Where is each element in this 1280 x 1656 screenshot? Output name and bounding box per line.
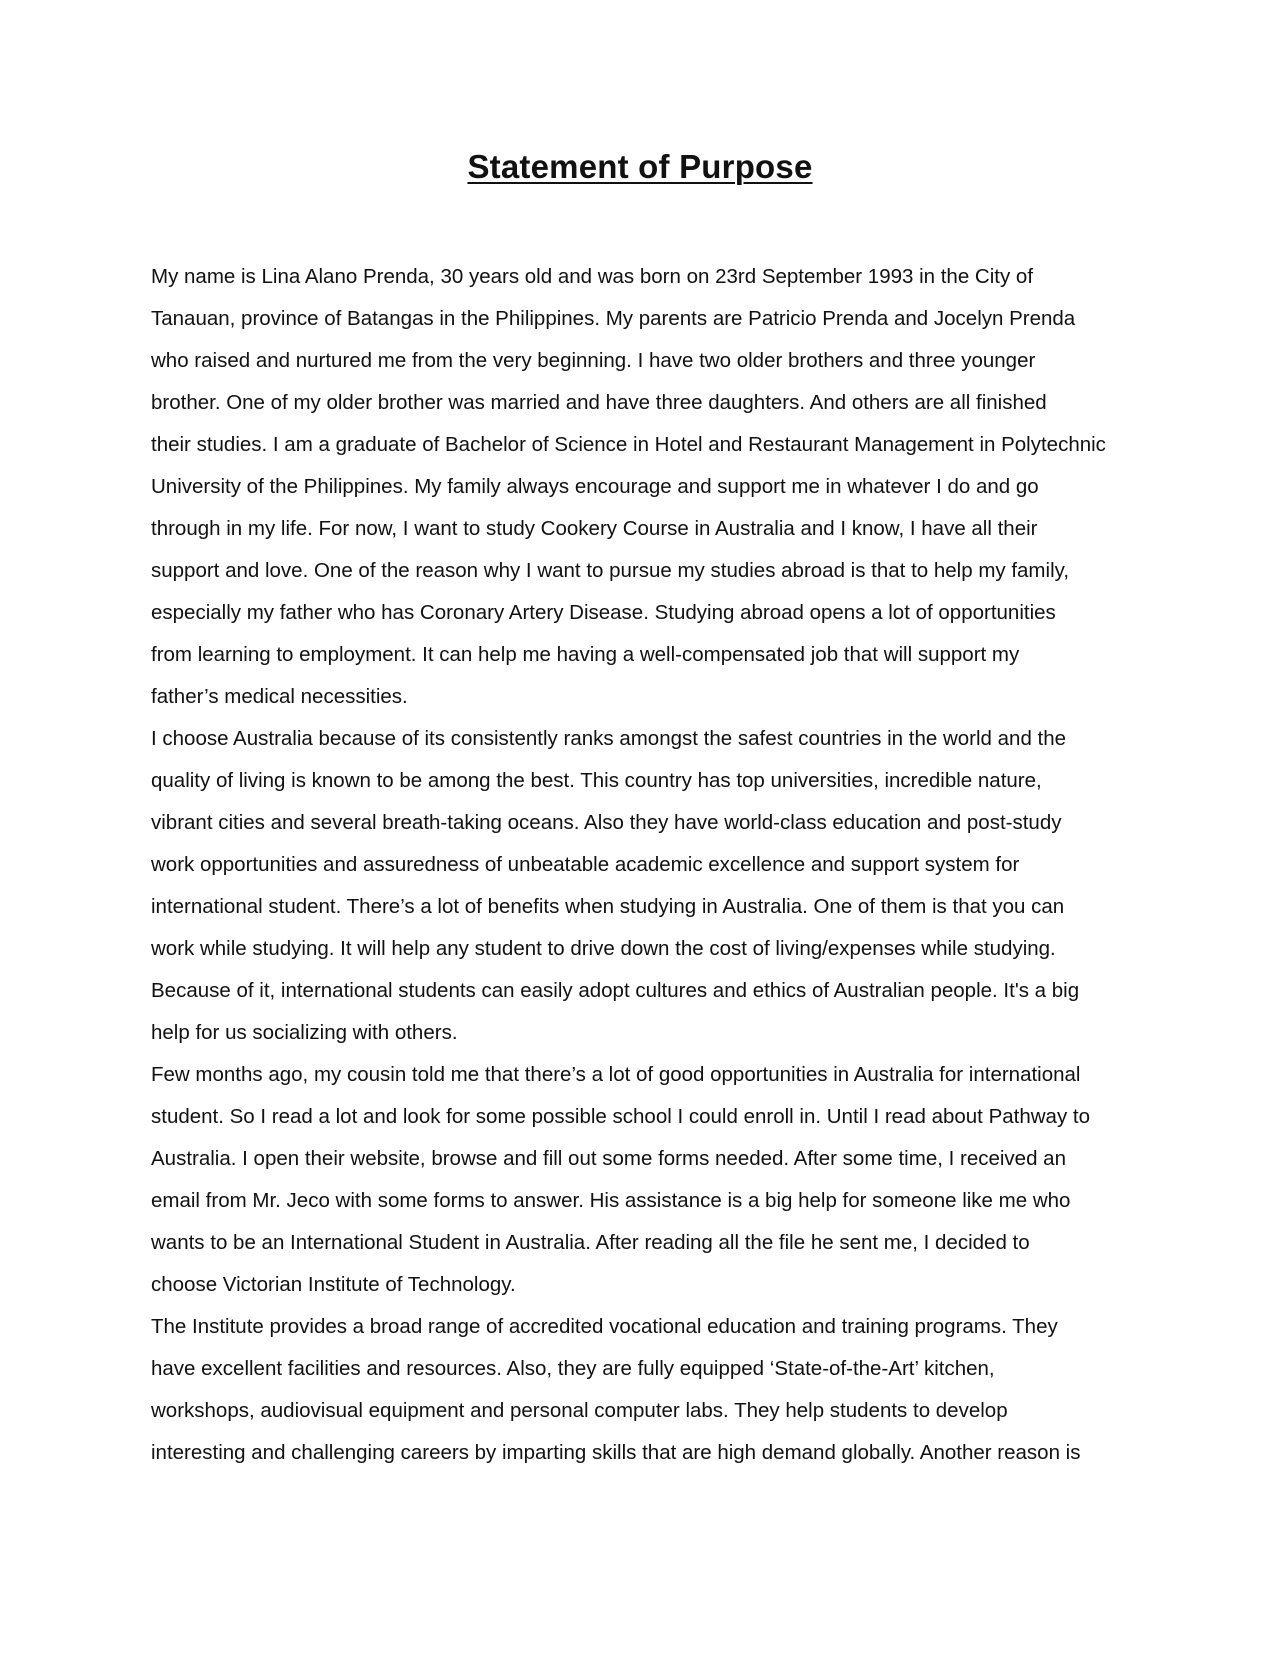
text-line: email from Mr. Jeco with some forms to answer. His assistance is a big help for someone like me who (151, 1189, 1071, 1212)
text-line: workshops, audiovisual equipment and personal computer labs. They help students to develop (151, 1399, 1008, 1422)
text-line: University of the Philippines. My family always encourage and support me in whatever I do and go (151, 475, 1039, 498)
text-line: their studies. I am a graduate of Bachelor of Science in Hotel and Restaurant Management in Polytechnic (151, 433, 1106, 456)
text-line: My name is Lina Alano Prenda, 30 years old and was born on 23rd September 1993 in the City of (151, 265, 1034, 288)
text-line: Few months ago, my cousin told me that there’s a lot of good opportunities in Australia for international (151, 1063, 1081, 1086)
text-line: from learning to employment. It can help me having a well-compensated job that will support my (151, 643, 1020, 666)
text-line: The Institute provides a broad range of accredited vocational education and training programs. They (151, 1315, 1058, 1338)
text-line: I choose Australia because of its consistently ranks amongst the safest countries in the world and the (151, 727, 1067, 750)
text-line: father’s medical necessities. (151, 685, 408, 708)
page-title: Statement of Purpose (467, 148, 813, 185)
text-line: have excellent facilities and resources. Also, they are fully equipped ‘State-of-the-Art’ kitchen, (151, 1357, 995, 1380)
text-line: who raised and nurtured me from the very beginning. I have two older brothers and three younger (151, 349, 1036, 372)
text-line: choose Victorian Institute of Technology. (151, 1273, 516, 1296)
text-line: help for us socializing with others. (151, 1021, 458, 1044)
text-line: quality of living is known to be among the best. This country has top universities, incredible nature, (151, 769, 1042, 792)
text-line: student. So I read a lot and look for some possible school I could enroll in. Until I read about Pathway to (151, 1105, 1090, 1128)
text-line: Australia. I open their website, browse and fill out some forms needed. After some time, I received an (151, 1147, 1066, 1170)
text-line: Because of it, international students can easily adopt cultures and ethics of Australian people. It's a big (151, 979, 1080, 1002)
text-line: Tanauan, province of Batangas in the Philippines. My parents are Patricio Prenda and Jocelyn Prenda (151, 307, 1076, 330)
text-line: wants to be an International Student in Australia. After reading all the file he sent me, I decided to (151, 1231, 1030, 1254)
text-line: vibrant cities and several breath-taking oceans. Also they have world-class education and post-study (151, 811, 1062, 834)
body-text (151, 256, 1141, 1474)
text-line: through in my life. For now, I want to study Cookery Course in Australia and I know, I have all their (151, 517, 1038, 540)
text-line: work while studying. It will help any student to drive down the cost of living/expenses while studying. (151, 937, 1056, 960)
text-line: interesting and challenging careers by imparting skills that are high demand globally. Another reason is (151, 1441, 1081, 1464)
text-line: brother. One of my older brother was married and have three daughters. And others are all finished (151, 391, 1047, 414)
text-line: work opportunities and assuredness of unbeatable academic excellence and support system for (151, 853, 1020, 876)
text-line: especially my father who has Coronary Artery Disease. Studying abroad opens a lot of opportunities (151, 601, 1056, 624)
text-line: international student. There’s a lot of benefits when studying in Australia. One of them is that you can (151, 895, 1065, 918)
text-line: support and love. One of the reason why I want to pursue my studies abroad is that to help my family, (151, 559, 1070, 582)
